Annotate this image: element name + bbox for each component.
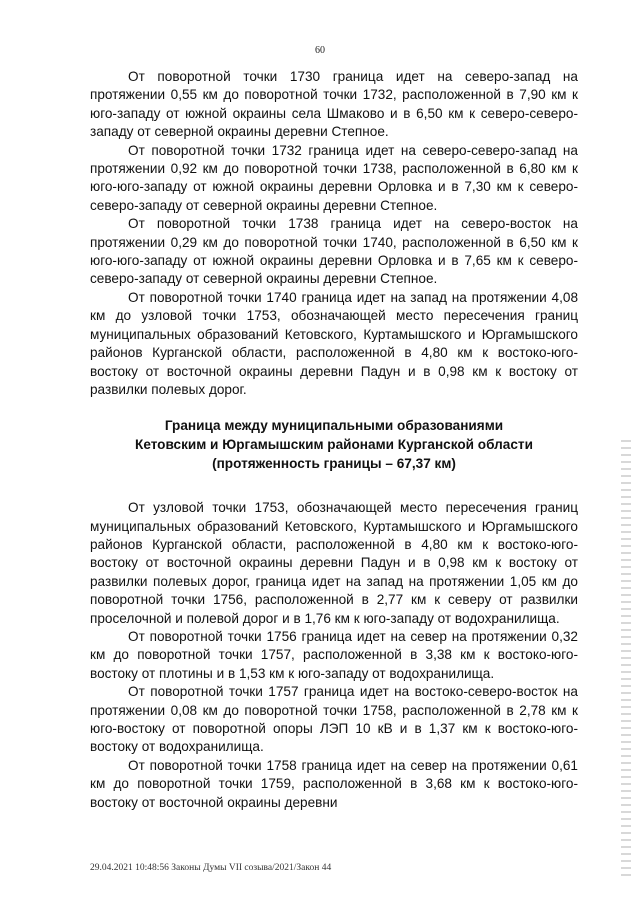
paragraph: От поворотной точки 1730 граница идет на северо-запад на протяжении 0,55 км до поворотной точки 1732, расположенной в 7,90 км к юго-западу от южной окраины села Шмаково и в 6,50 км к северо-северо-западу от северной окраины деревни Степное.	[90, 69, 578, 140]
section-heading-line: Граница между муниципальными образованиями	[164, 418, 504, 434]
section-heading-length: (протяженность границы – 67,37 км)	[212, 455, 456, 471]
paragraph: От поворотной точки 1757 граница идет на востоко-северо-восток на протяжении 0,08 км до поворотной точки 1758, расположенной в 2,78 км к юго-востоку от поворотной опоры ЛЭП 10 кВ и в 1,37 км к востоко-юго-востоку от водохранилища.	[90, 684, 578, 755]
margin-stamp-mark	[621, 440, 631, 880]
paragraph: От поворотной точки 1740 граница идет на запад на протяжении 4,08 км до узловой точки 1753, обозначающей место пересечения границ муниципальных образований Кетовского, Куртамышского и Юргамышского районов Курганской области, расположенной в 4,80 км к востоко-юго-востоку от восточной окраины деревни Падун и в 0,98 км к востоку от развилки полевых дорог.	[90, 289, 578, 397]
paragraph: От поворотной точки 1756 граница идет на север на протяжении 0,32 км до поворотной точки 1757, расположенной в 3,38 км к востоко-юго-востоку от плотины и в 1,53 км к юго-западу от водохранилища.	[90, 628, 578, 681]
paragraph: От узловой точки 1753, обозначающей место пересечения границ муниципальных образований Кетовского, Куртамышского и Юргамышского районов Курганской области, расположенной в 4,80 км к востоко-юго-востоку от восточной окраины деревни Падун и в 0,98 км к востоку от развилки полевых дорог, граница идет на запад на протяжении 1,05 км до поворотной точки 1756, расположенной в 2,77 км к северу от развилки проселочной и полевой дорог и в 1,76 км к юго-западу от водохранилища.	[90, 500, 578, 626]
page-footer: 29.04.2021 10:48:56 Законы Думы VII созыва/2021/Закон 44	[90, 863, 332, 873]
document-body	[90, 68, 578, 812]
section-heading	[90, 417, 578, 473]
section-heading-line: Кетовским и Юргамышским районами Курганской области	[135, 436, 533, 452]
page-number: 60	[315, 45, 325, 56]
paragraph: От поворотной точки 1758 граница идет на север на протяжении 0,61 км до поворотной точки 1759, расположенной в 3,68 км к востоко-юго-востоку от восточной окраины деревни	[90, 757, 578, 810]
paragraph: От поворотной точки 1732 граница идет на северо-северо-запад на протяжении 0,92 км до поворотной точки 1738, расположенной в 6,80 км к юго-юго-западу от южной окраины деревни Орловка и в 7,30 км к северо-северо-западу от северной окраины деревни Степное.	[90, 142, 578, 213]
paragraph: От поворотной точки 1738 граница идет на северо-восток на протяжении 0,29 км до поворотной точки 1740, расположенной в 6,50 км к юго-юго-западу от южной окраины деревни Орловка и в 7,65 км к северо-северо-западу от северной окраины деревни Степное.	[90, 216, 578, 287]
